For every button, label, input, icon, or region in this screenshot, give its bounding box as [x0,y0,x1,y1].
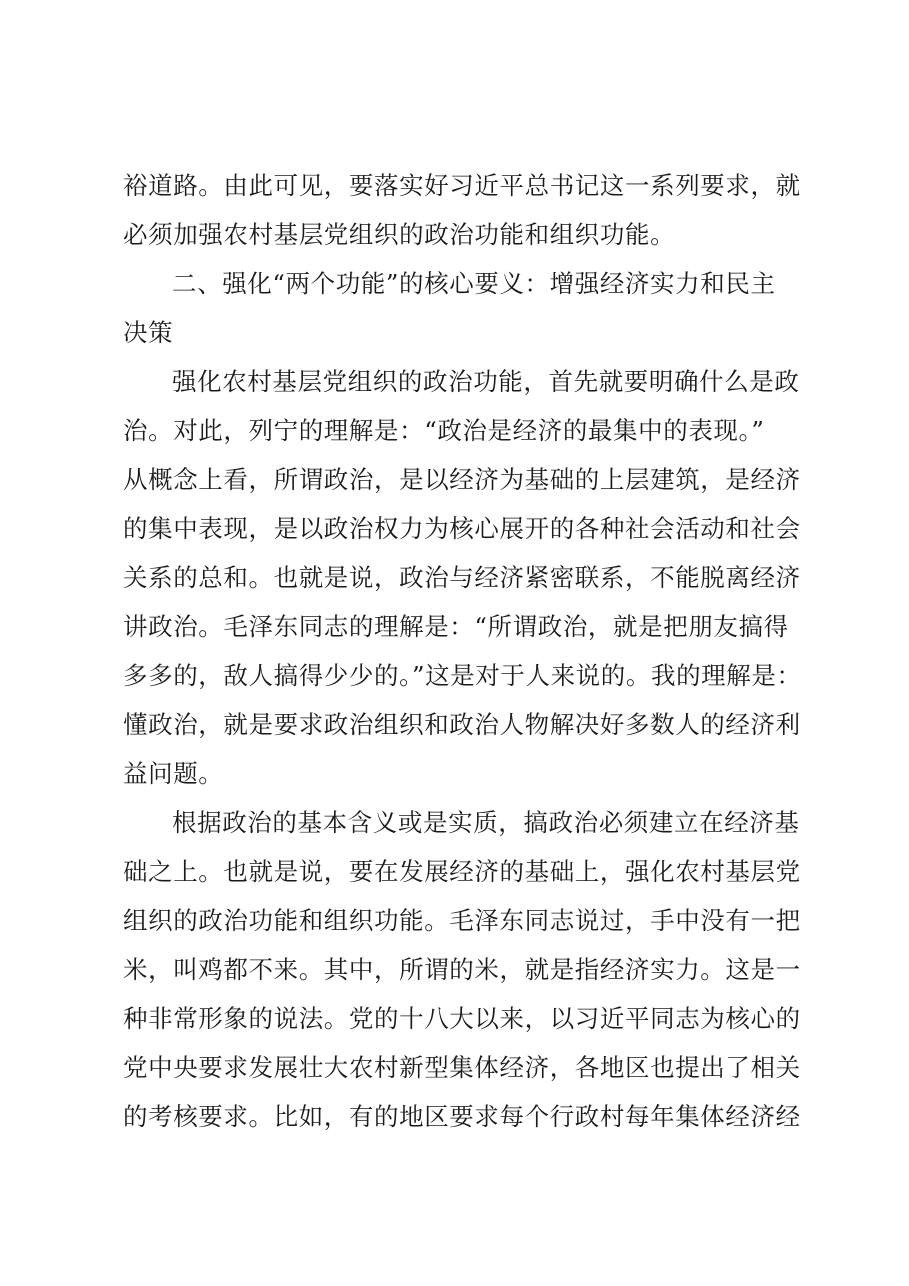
text-line: 益问题。 [123,759,224,788]
text-line: 从概念上看，所谓政治，是以经济为基础的上层建筑，是经济 [123,465,801,494]
section-heading-line: 二、强化“两个功能”的核心要义：增强经济实力和民主 [172,269,776,298]
text-line: 的集中表现，是以政治权力为核心展开的各种社会活动和社会 [123,514,801,543]
text-line: 关系的总和。也就是说，政治与经济紧密联系，不能脱离经济 [123,563,801,592]
text-line: 讲政治。毛泽东同志的理解是：“所谓政治，就是把朋友搞得 [123,612,789,641]
text-line: 的考核要求。比如，有的地区要求每个行政村每年集体经济经 [123,1102,801,1131]
text-line: 治。对此，列宁的理解是：“政治是经济的最集中的表现。” [123,416,765,445]
text-line: 米，叫鸡都不来。其中，所谓的米，就是指经济实力。这是一 [123,955,801,984]
paragraph-first-line: 根据政治的基本含义或是实质，搞政治必须建立在经济基 [172,808,800,837]
paragraph-first-line: 强化农村基层党组织的政治功能，首先就要明确什么是政 [172,367,800,396]
text-line: 党中央要求发展壮大农村新型集体经济，各地区也提出了相关 [123,1053,801,1082]
text-line: 懂政治，就是要求政治组织和政治人物解决好多数人的经济利 [123,710,801,739]
text-line: 裕道路。由此可见，要落实好习近平总书记这一系列要求，就 [123,171,801,200]
text-line: 多多的，敌人搞得少少的。”这是对于人来说的。我的理解是： [123,661,802,690]
text-line: 组织的政治功能和组织功能。毛泽东同志说过，手中没有一把 [123,906,801,935]
text-line: 必须加强农村基层党组织的政治功能和组织功能。 [123,220,676,249]
section-heading-line: 决策 [123,318,174,347]
text-line: 础之上。也就是说，要在发展经济的基础上，强化农村基层党 [123,857,801,886]
text-line: 种非常形象的说法。党的十八大以来，以习近平同志为核心的 [123,1004,801,1033]
